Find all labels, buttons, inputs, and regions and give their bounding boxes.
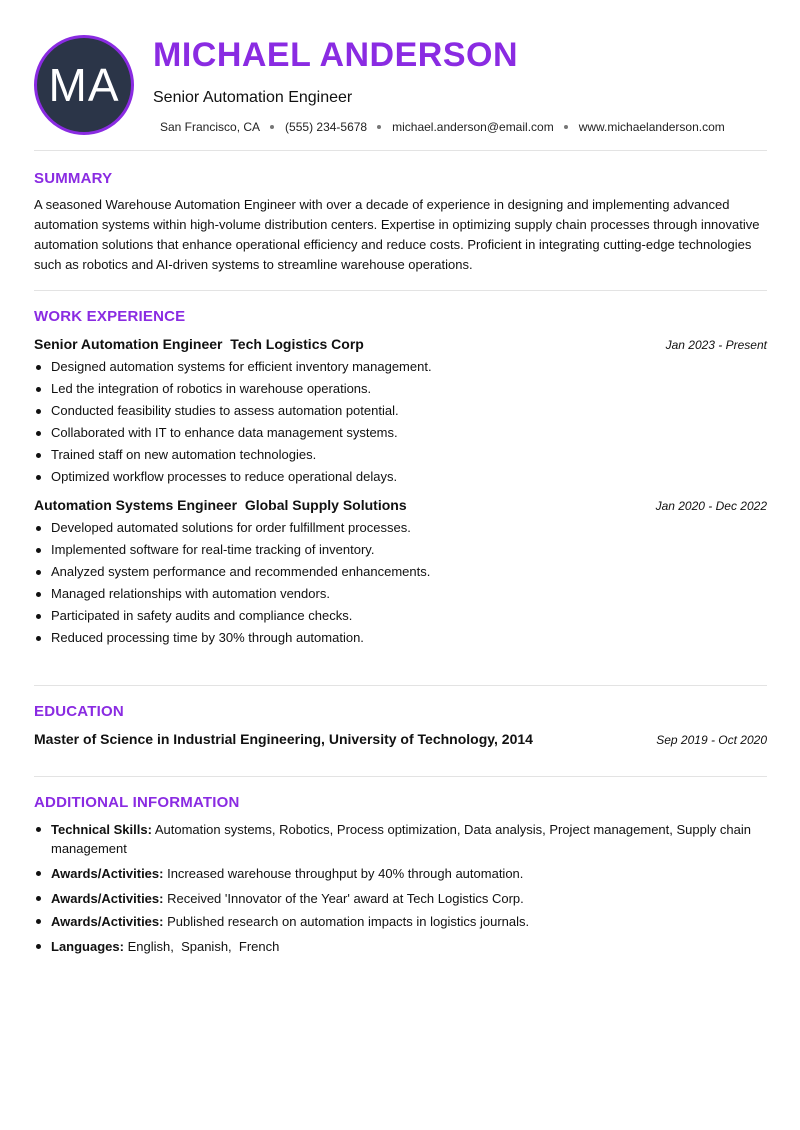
- additional-section: [34, 777, 767, 956]
- item-text: Increased warehouse throughput by 40% through automation.: [167, 866, 524, 881]
- education-section: [34, 686, 767, 776]
- contact-bar: [160, 120, 725, 134]
- job-bullets: [34, 356, 767, 488]
- list-item: Implemented software for real-time tracking of inventory.: [34, 539, 767, 561]
- contact-location: San Francisco, CA: [160, 120, 261, 134]
- section-heading: ADDITIONAL INFORMATION: [34, 794, 240, 811]
- summary-text: A seasoned Warehouse Automation Engineer with over a decade of experience in designing and implementing advanced automation systems within high-volume distribution centers. Expertise in optimizing supply chain processes through innovative automation solutions that enhance operational efficiency and reduce costs. Proficient in integrating cutting-edge technologies such as robotics and AI-driven systems to streamline warehouse operations.: [34, 197, 760, 272]
- separator-dot-icon: [564, 125, 568, 129]
- resume-page: [34, 0, 767, 962]
- list-item: Developed automated solutions for order fulfillment processes.: [34, 517, 767, 539]
- list-item: [34, 820, 767, 858]
- list-item: Participated in safety audits and compliance checks.: [34, 605, 767, 627]
- separator-dot-icon: [270, 125, 274, 129]
- list-item: Analyzed system performance and recommended enhancements.: [34, 561, 767, 583]
- education-dates: Sep 2019 - Oct 2020: [656, 733, 767, 747]
- contact-email[interactable]: michael.anderson@email.com: [392, 120, 554, 134]
- job-company: Global Supply Solutions: [244, 497, 407, 513]
- education-entry: [34, 731, 767, 747]
- item-text: Published research on automation impacts in logistics journals.: [167, 914, 530, 929]
- item-label: Technical Skills:: [51, 822, 152, 837]
- list-item: [34, 912, 767, 931]
- job-title: Senior Automation Engineer: [34, 336, 223, 352]
- candidate-name: MICHAEL ANDERSON: [153, 36, 519, 74]
- list-item: Reduced processing time by 30% through automation.: [34, 627, 767, 649]
- item-text: Automation systems, Robotics, Process optimization, Data analysis, Project management, Supply chain management: [51, 822, 751, 856]
- job-title-line: [34, 336, 364, 352]
- item-text: English, Spanish, French: [127, 939, 280, 954]
- job-title: Automation Systems Engineer: [34, 497, 238, 513]
- section-heading: SUMMARY: [34, 170, 113, 187]
- list-item: Conducted feasibility studies to assess automation potential.: [34, 400, 767, 422]
- contact-website[interactable]: www.michaelanderson.com: [578, 120, 725, 134]
- additional-list: [34, 820, 767, 956]
- summary-section: [34, 151, 767, 290]
- education-degree: Master of Science in Industrial Engineering, University of Technology, 2014: [34, 731, 533, 747]
- list-item: Led the integration of robotics in warehouse operations.: [34, 378, 767, 400]
- section-heading: WORK EXPERIENCE: [34, 308, 186, 325]
- list-item: Trained staff on new automation technologies.: [34, 444, 767, 466]
- candidate-title: Senior Automation Engineer: [153, 89, 353, 106]
- contact-phone: (555) 234-5678: [285, 120, 368, 134]
- list-item: Designed automation systems for efficient inventory management.: [34, 356, 767, 378]
- job-bullets: [34, 517, 767, 649]
- list-item: Optimized workflow processes to reduce operational delays.: [34, 466, 767, 488]
- job-dates: Jan 2023 - Present: [665, 338, 767, 352]
- resume-header: [34, 0, 767, 150]
- experience-section: [34, 291, 767, 685]
- avatar: [34, 35, 134, 135]
- list-item: [34, 864, 767, 883]
- job-entry: [34, 336, 767, 488]
- item-label: Awards/Activities:: [51, 891, 164, 906]
- item-label: Languages:: [51, 939, 124, 954]
- job-entry: [34, 497, 767, 649]
- list-item: [34, 937, 767, 956]
- list-item: Collaborated with IT to enhance data management systems.: [34, 422, 767, 444]
- job-header: [34, 336, 767, 352]
- job-dates: Jan 2020 - Dec 2022: [655, 499, 767, 513]
- section-heading: EDUCATION: [34, 703, 124, 720]
- avatar-initials: MA: [48, 59, 120, 111]
- job-header: [34, 497, 767, 513]
- job-company: Tech Logistics Corp: [230, 336, 364, 352]
- item-label: Awards/Activities:: [51, 866, 164, 881]
- list-item: [34, 889, 767, 908]
- list-item: Managed relationships with automation vendors.: [34, 583, 767, 605]
- job-title-line: [34, 497, 407, 513]
- separator-dot-icon: [377, 125, 381, 129]
- item-text: Received 'Innovator of the Year' award at Tech Logistics Corp.: [167, 891, 524, 906]
- item-label: Awards/Activities:: [51, 914, 164, 929]
